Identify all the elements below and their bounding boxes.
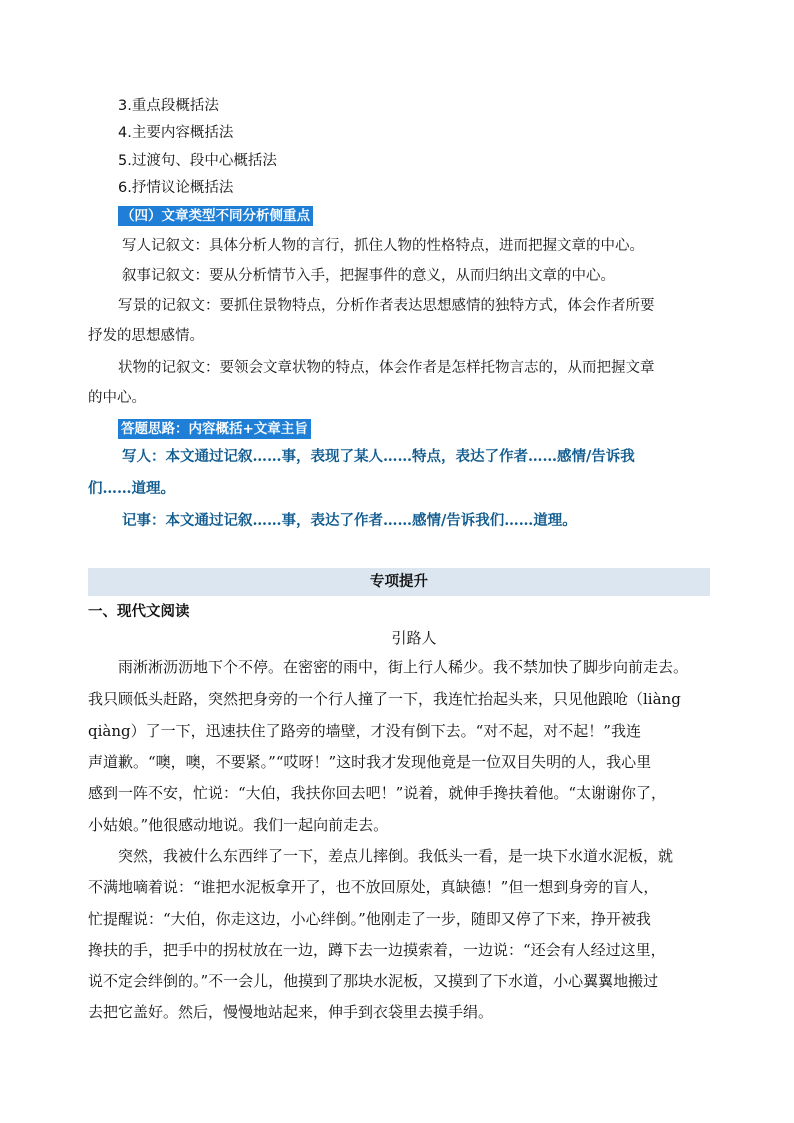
analysis-line: 的中心。 — [88, 390, 146, 406]
highlight-label: （四）文章类型不同分析侧重点 — [118, 206, 313, 226]
analysis-line: 写人记叙文：具体分析人物的言行，抓住人物的性格特点，进而把握文章的中心。 — [122, 238, 644, 254]
article-line: 搀扶的手，把手中的拐杖放在一边，蹲下去一边摸索着，一边说：“还会有人经过这里， — [88, 941, 666, 959]
article-line: 突然，我被什么东西绊了一下，差点儿摔倒。我低头一看，是一块下水道水泥板，就 — [118, 847, 674, 865]
answer-template-line: 们……道理。 — [88, 480, 175, 497]
analysis-line: 写景的记叙文：要抓住景物特点，分析作者表达思想感情的独特方式，体会作者所要 — [118, 298, 655, 314]
article-line: 感到一阵不安，忙说：“大伯，我扶你回去吧！”说着，就伸手搀扶着他。“太谢谢你了， — [88, 784, 667, 802]
article-line: 说不定会绊倒的。”不一会儿，他摸到了那块水泥板，又摸到了下水道，小心翼翼地搬过 — [88, 972, 659, 990]
article-title: 引路人 — [391, 629, 437, 647]
article-line: 我只顾低头赶路，突然把身旁的一个行人撞了一下，我连忙抬起头来，只见他踉呛（liàng — [88, 690, 681, 708]
analysis-line: 抒发的思想感情。 — [88, 328, 204, 344]
article-line: 雨淅淅沥沥地下个不停。在密密的雨中，街上行人稀少。我不禁加快了脚步向前走去。 — [118, 658, 689, 676]
answer-tip-label — [118, 418, 311, 439]
article-line: 不满地嘀着说：“谁把水泥板拿开了，也不放回原处，真缺德！”但一想到身旁的盲人， — [88, 878, 659, 896]
method-item: 5.过渡句、段中心概括法 — [118, 153, 277, 169]
article-line: 去把它盖好。然后，慢慢地站起来，伸手到衣袋里去摸手绢。 — [88, 1003, 494, 1021]
article-line: 声道歉。“噢，噢，不要紧。”“哎呀！”这时我才发现他竟是一位双目失明的人，我心里 — [88, 753, 652, 771]
article-line: 忙提醒说：“大伯，你走这边，小心绊倒。”他刚走了一步，随即又停了下来，挣开被我 — [88, 910, 651, 928]
method-item: 3.重点段概括法 — [118, 98, 219, 114]
answer-template-line: 写人：本文通过记叙……事，表现了某人……特点，表达了作者……感情/告诉我 — [122, 448, 635, 465]
section-four-label — [118, 205, 313, 226]
answer-template-line: 记事：本文通过记叙……事，表达了作者……感情/告诉我们……道理。 — [122, 512, 577, 529]
section-bar: 专项提升 — [88, 568, 710, 596]
method-item: 6.抒情议论概括法 — [118, 180, 234, 196]
analysis-line: 叙事记叙文：要从分析情节入手，把握事件的意义，从而归纳出文章的中心。 — [122, 268, 615, 284]
article-line: qiàng）了一下，迅速扶住了路旁的墙壁，才没有倒下去。“对不起，对不起！”我连 — [88, 722, 641, 740]
part-heading: 一、现代文阅读 — [88, 604, 190, 620]
highlight-label: 答题思路：内容概括+文章主旨 — [118, 419, 311, 439]
article-line: 小姑娘。”他很感动地说。我们一起向前走去。 — [88, 816, 389, 834]
method-item: 4.主要内容概括法 — [118, 125, 234, 141]
analysis-line: 状物的记叙文：要领会文章状物的特点，体会作者是怎样托物言志的，从而把握文章 — [118, 360, 655, 376]
